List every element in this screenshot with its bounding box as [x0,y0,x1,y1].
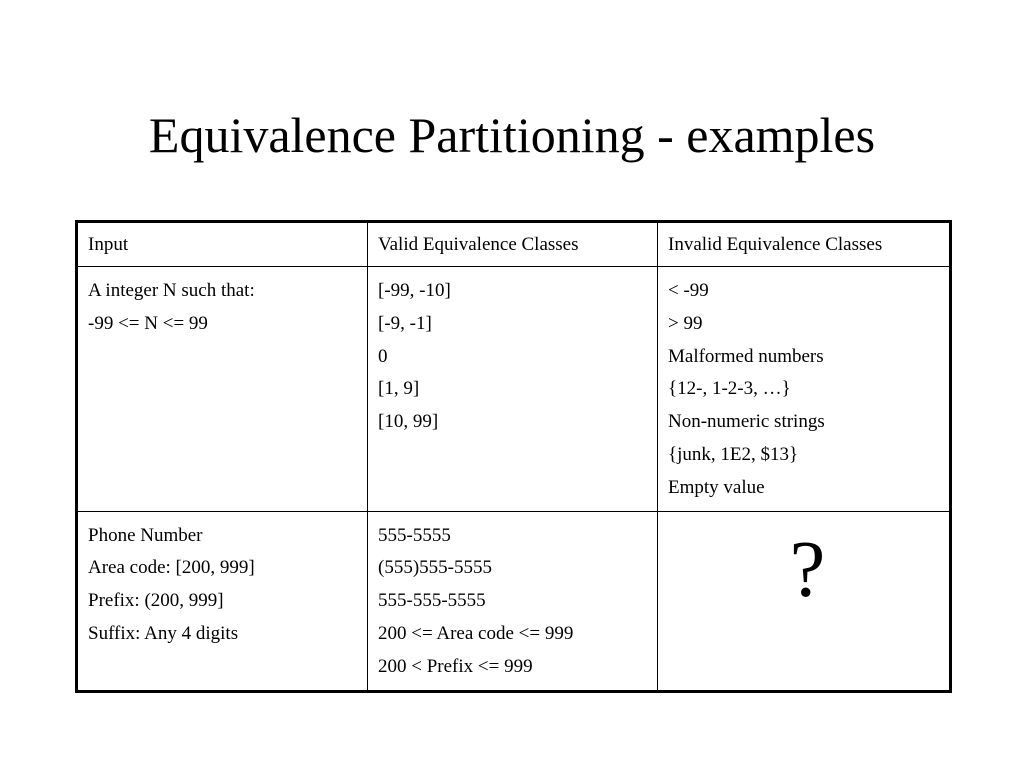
cell-valid [368,267,658,512]
question-mark: ? [789,525,826,614]
cell-line: 555-5555 [378,524,451,546]
cell-line: Empty value [668,476,765,498]
cell-line: {junk, 1E2, $13} [668,443,799,465]
cell-line: Prefix: (200, 999] [88,590,224,612]
cell-line: (555)555-5555 [378,557,492,579]
cell-line: A integer N such that: [88,280,255,301]
header-valid-classes: Valid Equivalence Classes [368,222,658,267]
cell-line: {12-, 1-2-3, …} [668,378,791,400]
cell-line: Phone Number [88,524,203,546]
cell-line: [-99, -10] [378,280,451,301]
cell-invalid [658,511,951,691]
cell-valid [368,511,658,691]
header-invalid-classes: Invalid Equivalence Classes [658,222,951,267]
cell-line: Malformed numbers [668,345,824,367]
cell-line: < -99 [668,280,709,301]
equivalence-table-container [75,220,949,693]
cell-line: [1, 9] [378,378,420,400]
table-row [77,267,951,512]
table-header-row [77,222,951,267]
cell-invalid [658,267,951,512]
cell-line: -99 <= N <= 99 [88,312,208,334]
cell-line: [10, 99] [378,411,439,433]
cell-line: [-9, -1] [378,312,432,334]
cell-line: Non-numeric strings [668,411,825,433]
cell-line: > 99 [668,312,703,334]
cell-input [77,267,368,512]
table-row [77,511,951,691]
cell-line: Suffix: Any 4 digits [88,622,239,644]
cell-line: 0 [378,345,388,367]
cell-line: 200 < Prefix <= 999 [378,655,533,677]
cell-line: 555-555-5555 [378,590,486,612]
slide-title: Equivalence Partitioning - examples [148,107,876,163]
cell-input [77,511,368,691]
cell-line: Area code: [200, 999] [88,557,255,579]
cell-line: 200 <= Area code <= 999 [378,622,574,644]
header-input: Input [77,222,368,267]
equivalence-table [75,220,952,693]
